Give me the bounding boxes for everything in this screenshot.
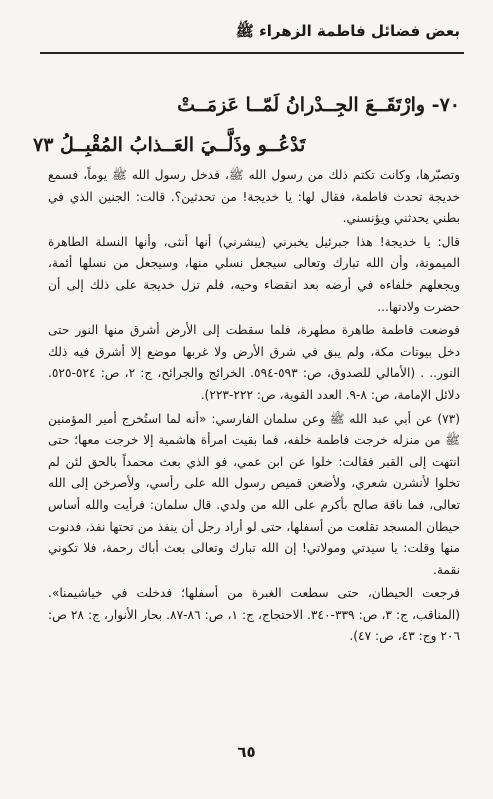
poem-verse-line-2: تَدْعُــو وذَلَّــيَ العَــذابُ المُقْبِــلُ ٧٣ xyxy=(33,134,306,156)
running-header: بعض فضائل فاطمة الزهراء ﷺ xyxy=(235,22,460,40)
footnote-paragraph-3: فوضعت فاطمة طاهرة مطهرة، فلما سقطت إلى الأرض أشرق منها النور حتى دخل بيوتات مكة، ولم يبق في شرق الأرض ولا غربها موضع إلا أشرق فيه ذلك النور.. . (الأمالي للصدوق، ص: ٥٩٣-٥٩٤. الخرائج والجرائح، ج: ٢، ص: ٥٢٤-٥٢٥. دلائل الإمامة، ص: ٨-٩. العدد القوية، ص: ٢٢٢-٢٢٣). xyxy=(48,323,460,402)
footnote-paragraph-4: (٧٣) عن أبي عبد الله ﷺ وعن سلمان الفارسي: «أنه لما استُخرج أمير المؤمنين ﷺ من منزله خرجت فاطمة خلفه، فما بقيت امرأة هاشمية إلا خرجت معها؛ حتى انتهت إلى القبر فقالت: خلوا عن ابن عمي، فو الذي بعث محمداً بالحق لئن لم تخلوا لأنشرن شعري، ولأضعن قميص رسول الله على رأسي، ولأصرخن إلى الله تعالى، فما ناقة صالح بأكرم على الله من ولدي. قال سلمان: فرأيت والله أساس حيطان المسجد تقلعت من أسفلها، حتى لو أراد رجل أن ينفذ من تحتها نفذ، فدنوت منها وقلت: يا سيدتي ومولاتي! إن الله تبارك وتعالى بعث أباك رحمة، فلا تكوني نقمة. xyxy=(48,411,460,577)
footnotes-section xyxy=(48,165,460,650)
header-divider xyxy=(40,52,464,54)
footnote-paragraph-5: فرجعت الحيطان، حتى سطعت الغبرة من أسفلها؛ فدخلت في خياشيمنا». (المناقب، ج: ٣، ص: ٣٣٩-٣٤٠. الاحتجاج، ج: ١، ص: ٨٦-٨٧. بحار الأنوار، ج: ٢٨ ص: ٢٠٦ وج: ٤٣، ص: ٤٧). xyxy=(48,586,461,644)
footnote-paragraph-2: قال: يا خديجة! هذا جبرئيل يخبرني (يبشرني) أنها أنثى، وأنها النسلة الطاهرة الميمونة، وأن الله تبارك وتعالى سيجعل نسلي منها، وسيجعل من نسلها أئمة، ويجعلهم خلفاءه في أرضه بعد انقضاء وحيه، فلم تزل خديجة على ذلك إلى أن حضرت ولادتها... xyxy=(48,234,460,314)
poem-verse-line-1: ٧٠- وارْتَقَــعَ الجِــدْرانُ لَمّــا عَزمَــتْ xyxy=(177,94,460,116)
footnote-paragraph-1: وتصبّرها، وكانت تكتم ذلك من رسول الله ﷺ، فدخل رسول الله ﷺ يوماً، فسمع خديجة تحدث فاطمة، فقال لها: يا خديجة! من تحدثين؟. قالت: الجنين الذي في بطني يحدثني ويؤنسني. xyxy=(48,168,460,226)
page-number: ٦٥ xyxy=(237,743,256,761)
